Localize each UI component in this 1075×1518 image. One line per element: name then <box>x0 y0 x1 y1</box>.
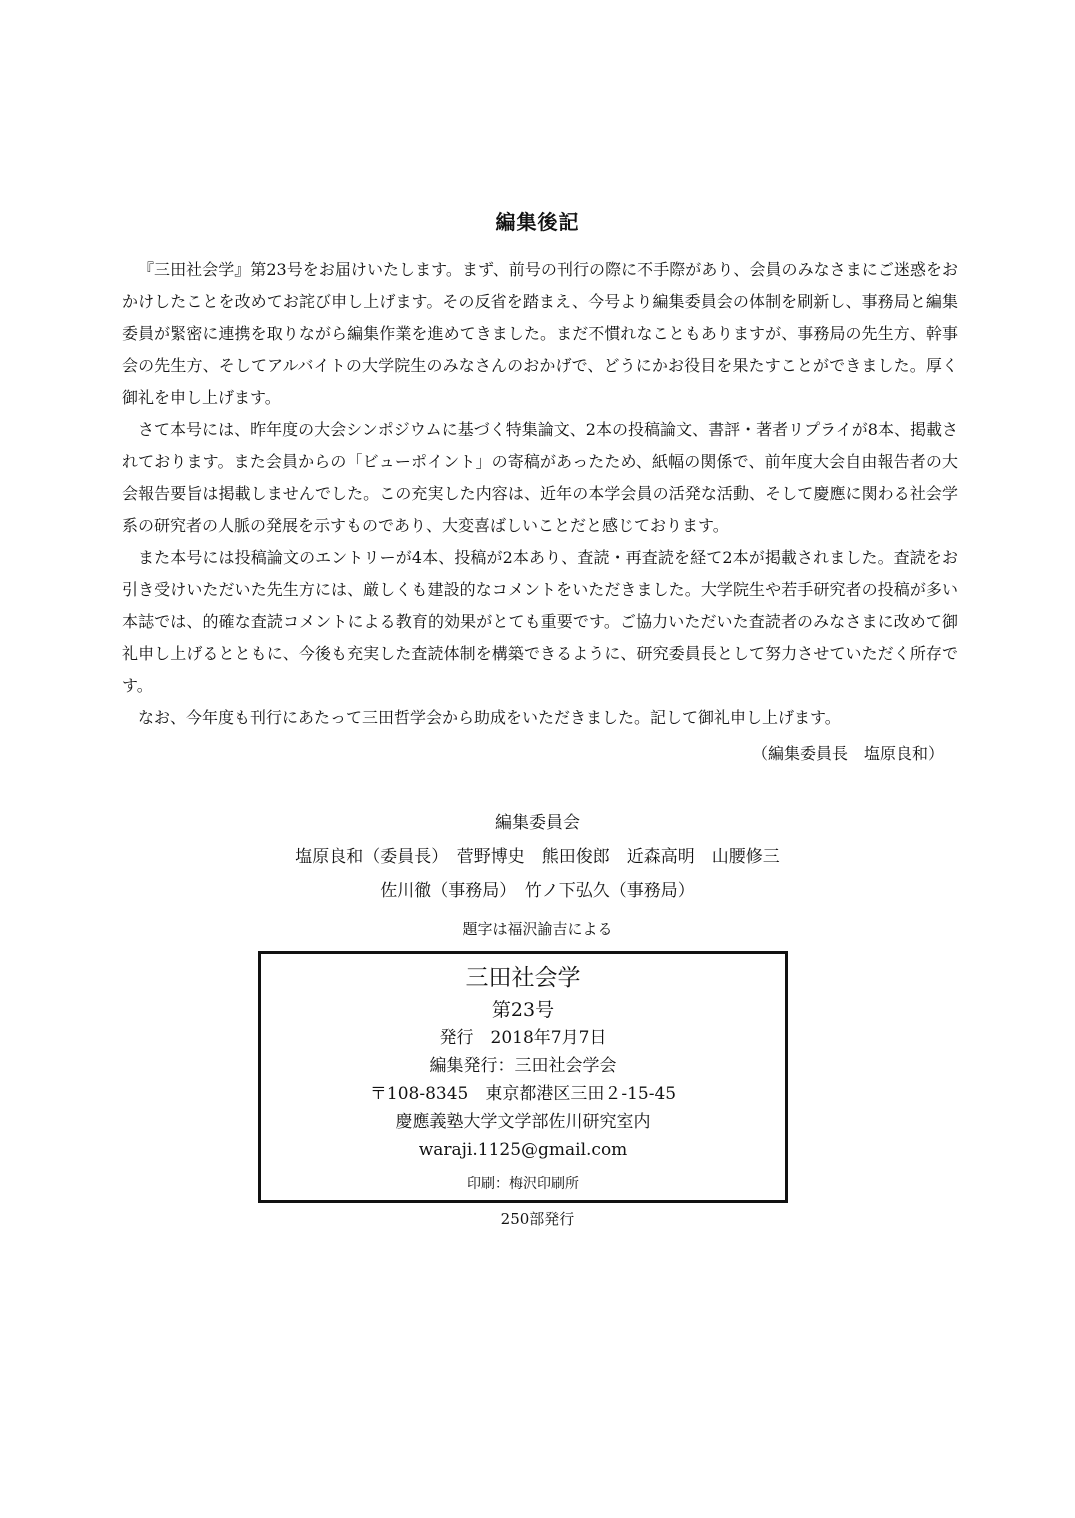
calligraphy-note: 題字は福沢諭吉による <box>462 920 613 938</box>
colophon-box <box>258 951 788 1203</box>
issue-number: 第23号 <box>491 999 555 1021</box>
print-run: 250部発行 <box>500 1210 575 1228</box>
paragraph: なお、今年度も刊行にあたって三田哲学会から助成をいただきました。記して御礼申し上げます。 <box>138 708 841 727</box>
committee-heading: 編集委員会 <box>495 813 580 833</box>
page-title: 編集後記 <box>495 210 580 234</box>
email: waraji.1125@gmail.com <box>418 1140 628 1160</box>
postal-address: 〒108-8345 東京都港区三田２-15-45 <box>369 1084 677 1104</box>
publication-date: 発行 2018年7月7日 <box>439 1028 607 1048</box>
printer: 印刷：梅沢印刷所 <box>467 1176 579 1192</box>
office: 慶應義塾大学文学部佐川研究室内 <box>395 1112 651 1132</box>
paragraph: さて本号には、昨年度の大会シンポジウムに基づく特集論文、2本の投稿論文、書評・著者リプライが8本、掲載されております。また会員からの「ビューポイント」の寄稿があったため、紙幅の関係で、前年度大会自由報告者の大会報告要旨は掲載しませんでした。この充実した内容は、近年の本学会員の活発な活動、そして慶應に関わる社会学系の研究者の人脈の発展を示すものであり、大変喜ばしいことだと感じております。 <box>122 420 958 535</box>
editorial-committee <box>0 806 1075 908</box>
committee-members-line-1: 塩原良和（委員長） 菅野博史 熊田俊郎 近森高明 山腰修三 <box>295 847 780 867</box>
journal-name: 三田社会学 <box>465 965 581 991</box>
signature: （編集委員長 塩原良和） <box>751 744 944 763</box>
publisher: 編集発行：三田社会学会 <box>429 1056 617 1076</box>
committee-members-line-2: 佐川徹（事務局） 竹ノ下弘久（事務局） <box>380 881 695 901</box>
paragraph: 『三田社会学』第23号をお届けいたします。まず、前号の刊行の際に不手際があり、会員のみなさまにご迷惑をおかけしたことを改めてお詫び申し上げます。その反省を踏まえ、今号より編集委員会の体制を刷新し、事務局と編集委員が緊密に連携を取りながら編集作業を進めてきました。まだ不慣れなこともありますが、事務局の先生方、幹事会の先生方、そしてアルバイトの大学院生のみなさんのおかげで、どうにかお役目を果たすことができました。厚く御礼を申し上げます。 <box>122 260 958 407</box>
afterword-body <box>122 254 958 734</box>
paragraph: また本号には投稿論文のエントリーが4本、投稿が2本あり、査読・再査読を経て2本が掲載されました。査読をお引き受けいただいた先生方には、厳しくも建設的なコメントをいただきました。大学院生や若手研究者の投稿が多い本誌では、的確な査読コメントによる教育的効果がとても重要です。ご協力いただいた査読者のみなさまに改めて御礼申し上げるとともに、今後も充実した査読体制を構築できるように、研究委員長として努力させていただく所存です。 <box>122 548 958 695</box>
